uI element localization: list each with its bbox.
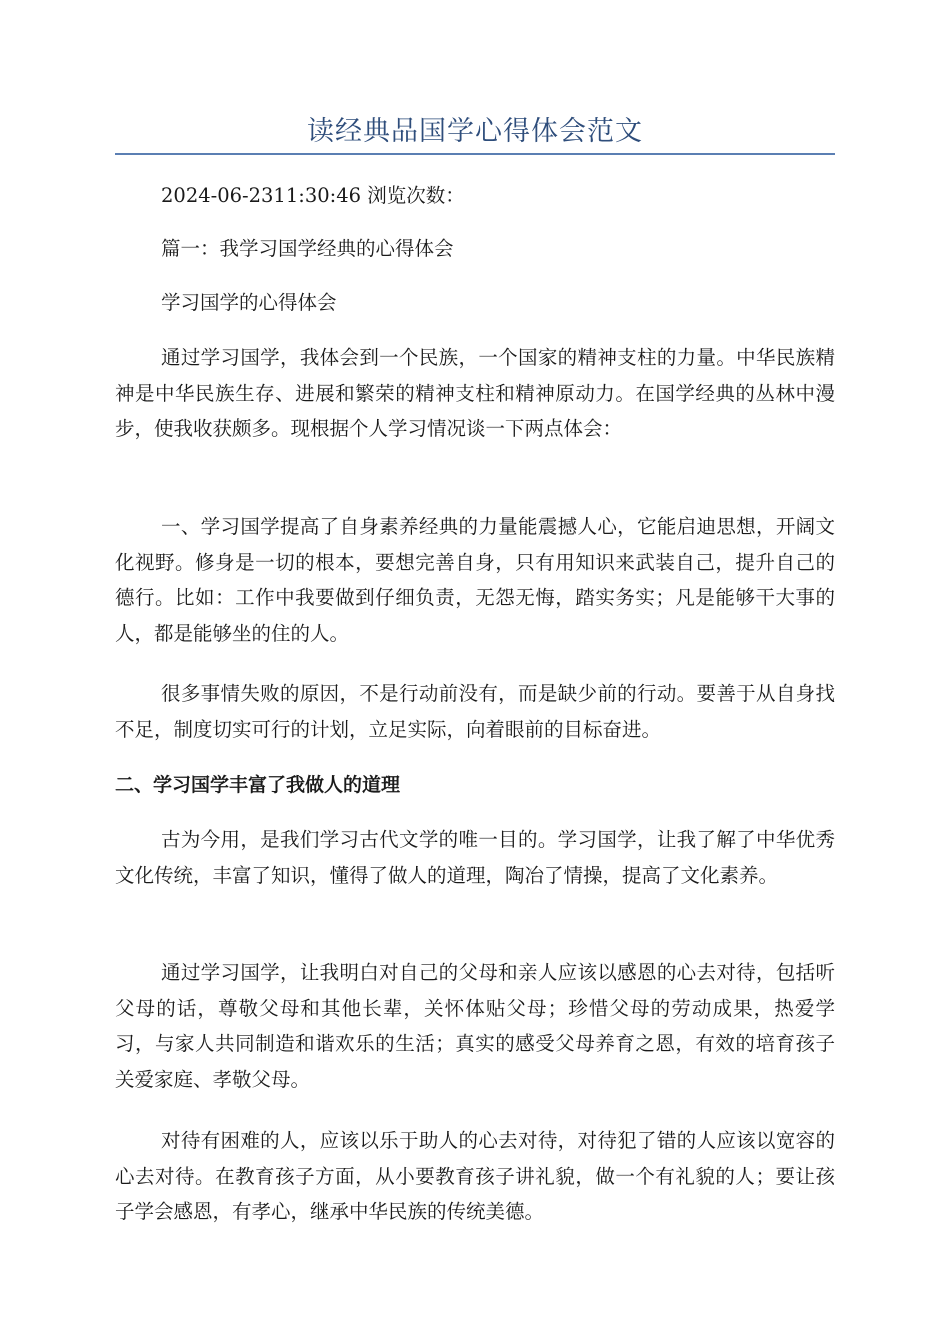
paragraph-6: 对待有困难的人，应该以乐于助人的心去对待，对待犯了错的人应该以宽容的心去对待。在教育孩子方面，从小要教育孩子讲礼貌，做一个有礼貌的人；要让孩子学会感恩，有孝心，继承中华民族的传统美德。 — [115, 1129, 835, 1223]
chapter-line: 篇一：我学习国学经典的心得体会 — [161, 237, 454, 260]
paragraph-4: 古为今用，是我们学习古代文学的唯一目的。学习国学，让我了解了中华优秀文化传统，丰富了知识，懂得了做人的道理，陶冶了情操，提高了文化素养。 — [115, 828, 835, 887]
section-heading: 二、学习国学丰富了我做人的道理 — [115, 774, 401, 796]
paragraph-5: 通过学习国学，让我明白对自己的父母和亲人应该以感恩的心去对待，包括听父母的话，尊敬父母和其他长辈，关怀体贴父母；珍惜父母的劳动成果，热爱学习，与家人共同制造和谐欢乐的生活；真实的感受父母养育之恩，有效的培育孩子关爱家庭、孝敬父母。 — [115, 961, 835, 1091]
paragraph-1: 通过学习国学，我体会到一个民族，一个国家的精神支柱的力量。中华民族精神是中华民族生存、进展和繁荣的精神支柱和精神原动力。在国学经典的丛林中漫步，使我收获颇多。现根据个人学习情况谈一下两点体会： — [115, 346, 835, 440]
document-title: 读经典品国学心得体会范文 — [307, 116, 643, 147]
meta-line: 2024-06-2311:30:46 浏览次数： — [161, 184, 465, 207]
paragraph-2: 一、学习国学提高了自身素养经典的力量能震撼人心，它能启迪思想，开阔文化视野。修身是一切的根本，要想完善自身，只有用知识来武装自己，提升自己的德行。比如：工作中我要做到仔细负责，无怨无悔，踏实务实；凡是能够干大事的人，都是能够坐的住的人。 — [115, 515, 835, 645]
title-underline — [115, 153, 835, 155]
subtitle-line: 学习国学的心得体会 — [161, 291, 337, 314]
paragraph-3: 很多事情失败的原因，不是行动前没有，而是缺少前的行动。要善于从自身找不足，制度切实可行的计划，立足实际，向着眼前的目标奋进。 — [115, 682, 835, 741]
